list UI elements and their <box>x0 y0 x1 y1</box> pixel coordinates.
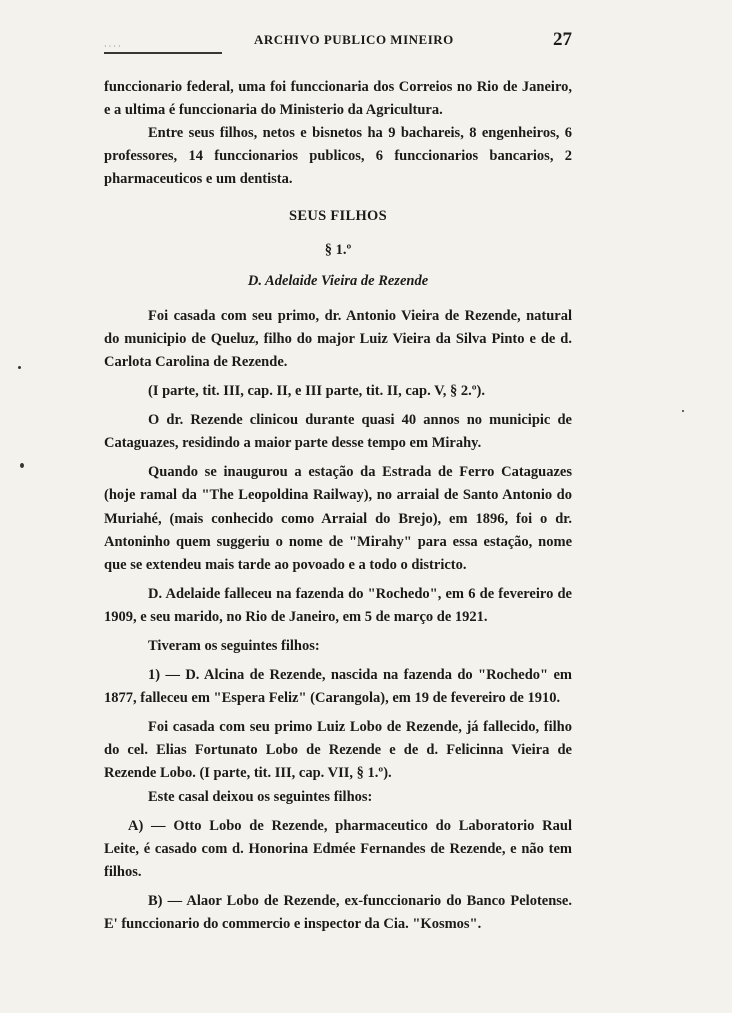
running-title: ARCHIVO PUBLICO MINEIRO <box>254 32 454 47</box>
paragraph-grandchild-b: B) — Alaor Lobo de Rezende, ex-funccionario do Banco Pelotense. E' funccionario do commercio e inspector da Cia. "Kosmos". <box>104 892 572 932</box>
scan-speck <box>18 366 21 369</box>
paragraph-child-1-marriage: Foi casada com seu primo Luiz Lobo de Rezende, já fallecido, filho do cel. Elias Fortunato Lobo de Rezende e de d. Felicinna Vieira de Rezende Lobo. (I parte, tit. III, cap. VII, § 1.º). <box>104 719 572 782</box>
paragraph-couple-children: Este casal deixou os seguintes filhos: <box>148 788 373 805</box>
paragraph-reference: (I parte, tit. III, cap. II, e III parte, tit. II, cap. V, § 2.º). <box>148 383 485 400</box>
paragraph-child-1: 1) — D. Alcina de Rezende, nascida na fazenda do "Rochedo" em 1877, falleceu em "Espera Feliz" (Carangola), em 19 de fevereiro de 1910. <box>104 667 572 707</box>
page-number: 27 <box>553 29 572 50</box>
paragraph-children-intro: Tiveram os seguintes filhos: <box>148 637 320 654</box>
paragraph-grandchild-a: A) — Otto Lobo de Rezende, pharmaceutico do Laboratorio Raul Leite, é casado com d. Honorina Edmée Fernandes de Rezende, e não tem filhos. <box>104 817 572 880</box>
section-heading: SEUS FILHOS <box>289 208 387 225</box>
scan-speck <box>20 463 24 468</box>
paragraph-continuation: funccionario federal, uma foi funccionaria dos Correios no Rio de Janeiro, e a ultima é funccionaria do Ministerio da Agricultura. <box>104 79 572 119</box>
section-number: § 1.º <box>324 241 352 258</box>
person-heading: D. Adelaide Vieira de Rezende <box>247 272 429 289</box>
paragraph-marriage: Foi casada com seu primo, dr. Antonio Vieira de Rezende, natural do municipio de Queluz, filho do major Luiz Vieira da Silva Pinto e de d. Carlota Carolina de Rezende. <box>104 307 572 370</box>
paragraph-descendants: Entre seus filhos, netos e bisnetos ha 9 bachareis, 8 engenheiros, 6 professores, 14 funccionarios publicos, 6 funccionarios bancarios, 2 pharmaceuticos e um dentista. <box>104 125 572 188</box>
body-text <box>104 76 572 936</box>
paragraph-deaths: D. Adelaide falleceu na fazenda do "Rochedo", em 6 de fevereiro de 1909, e seu marido, no Rio de Janeiro, em 5 de março de 1921. <box>104 585 572 625</box>
header-rule <box>104 52 222 54</box>
scan-speck <box>682 410 684 412</box>
paragraph-clinic: O dr. Rezende clinicou durante quasi 40 annos no municipic de Cataguazes, residindo a maior parte desse tempo em Mirahy. <box>104 412 572 452</box>
header-ornament: · · · · <box>104 42 121 51</box>
page-header <box>104 28 572 56</box>
paragraph-station: Quando se inaugurou a estação da Estrada de Ferro Cataguazes (hoje ramal da "The Leopoldina Railway), no arraial de Santo Antonio do Muriahé, (mais conhecido como Arraial do Brejo), em 1896, foi o dr. Antoninho quem suggeriu o nome de "Mirahy" para essa estação, nome que se extendeu mais tarde ao povoado e a todo o districto. <box>104 464 572 573</box>
